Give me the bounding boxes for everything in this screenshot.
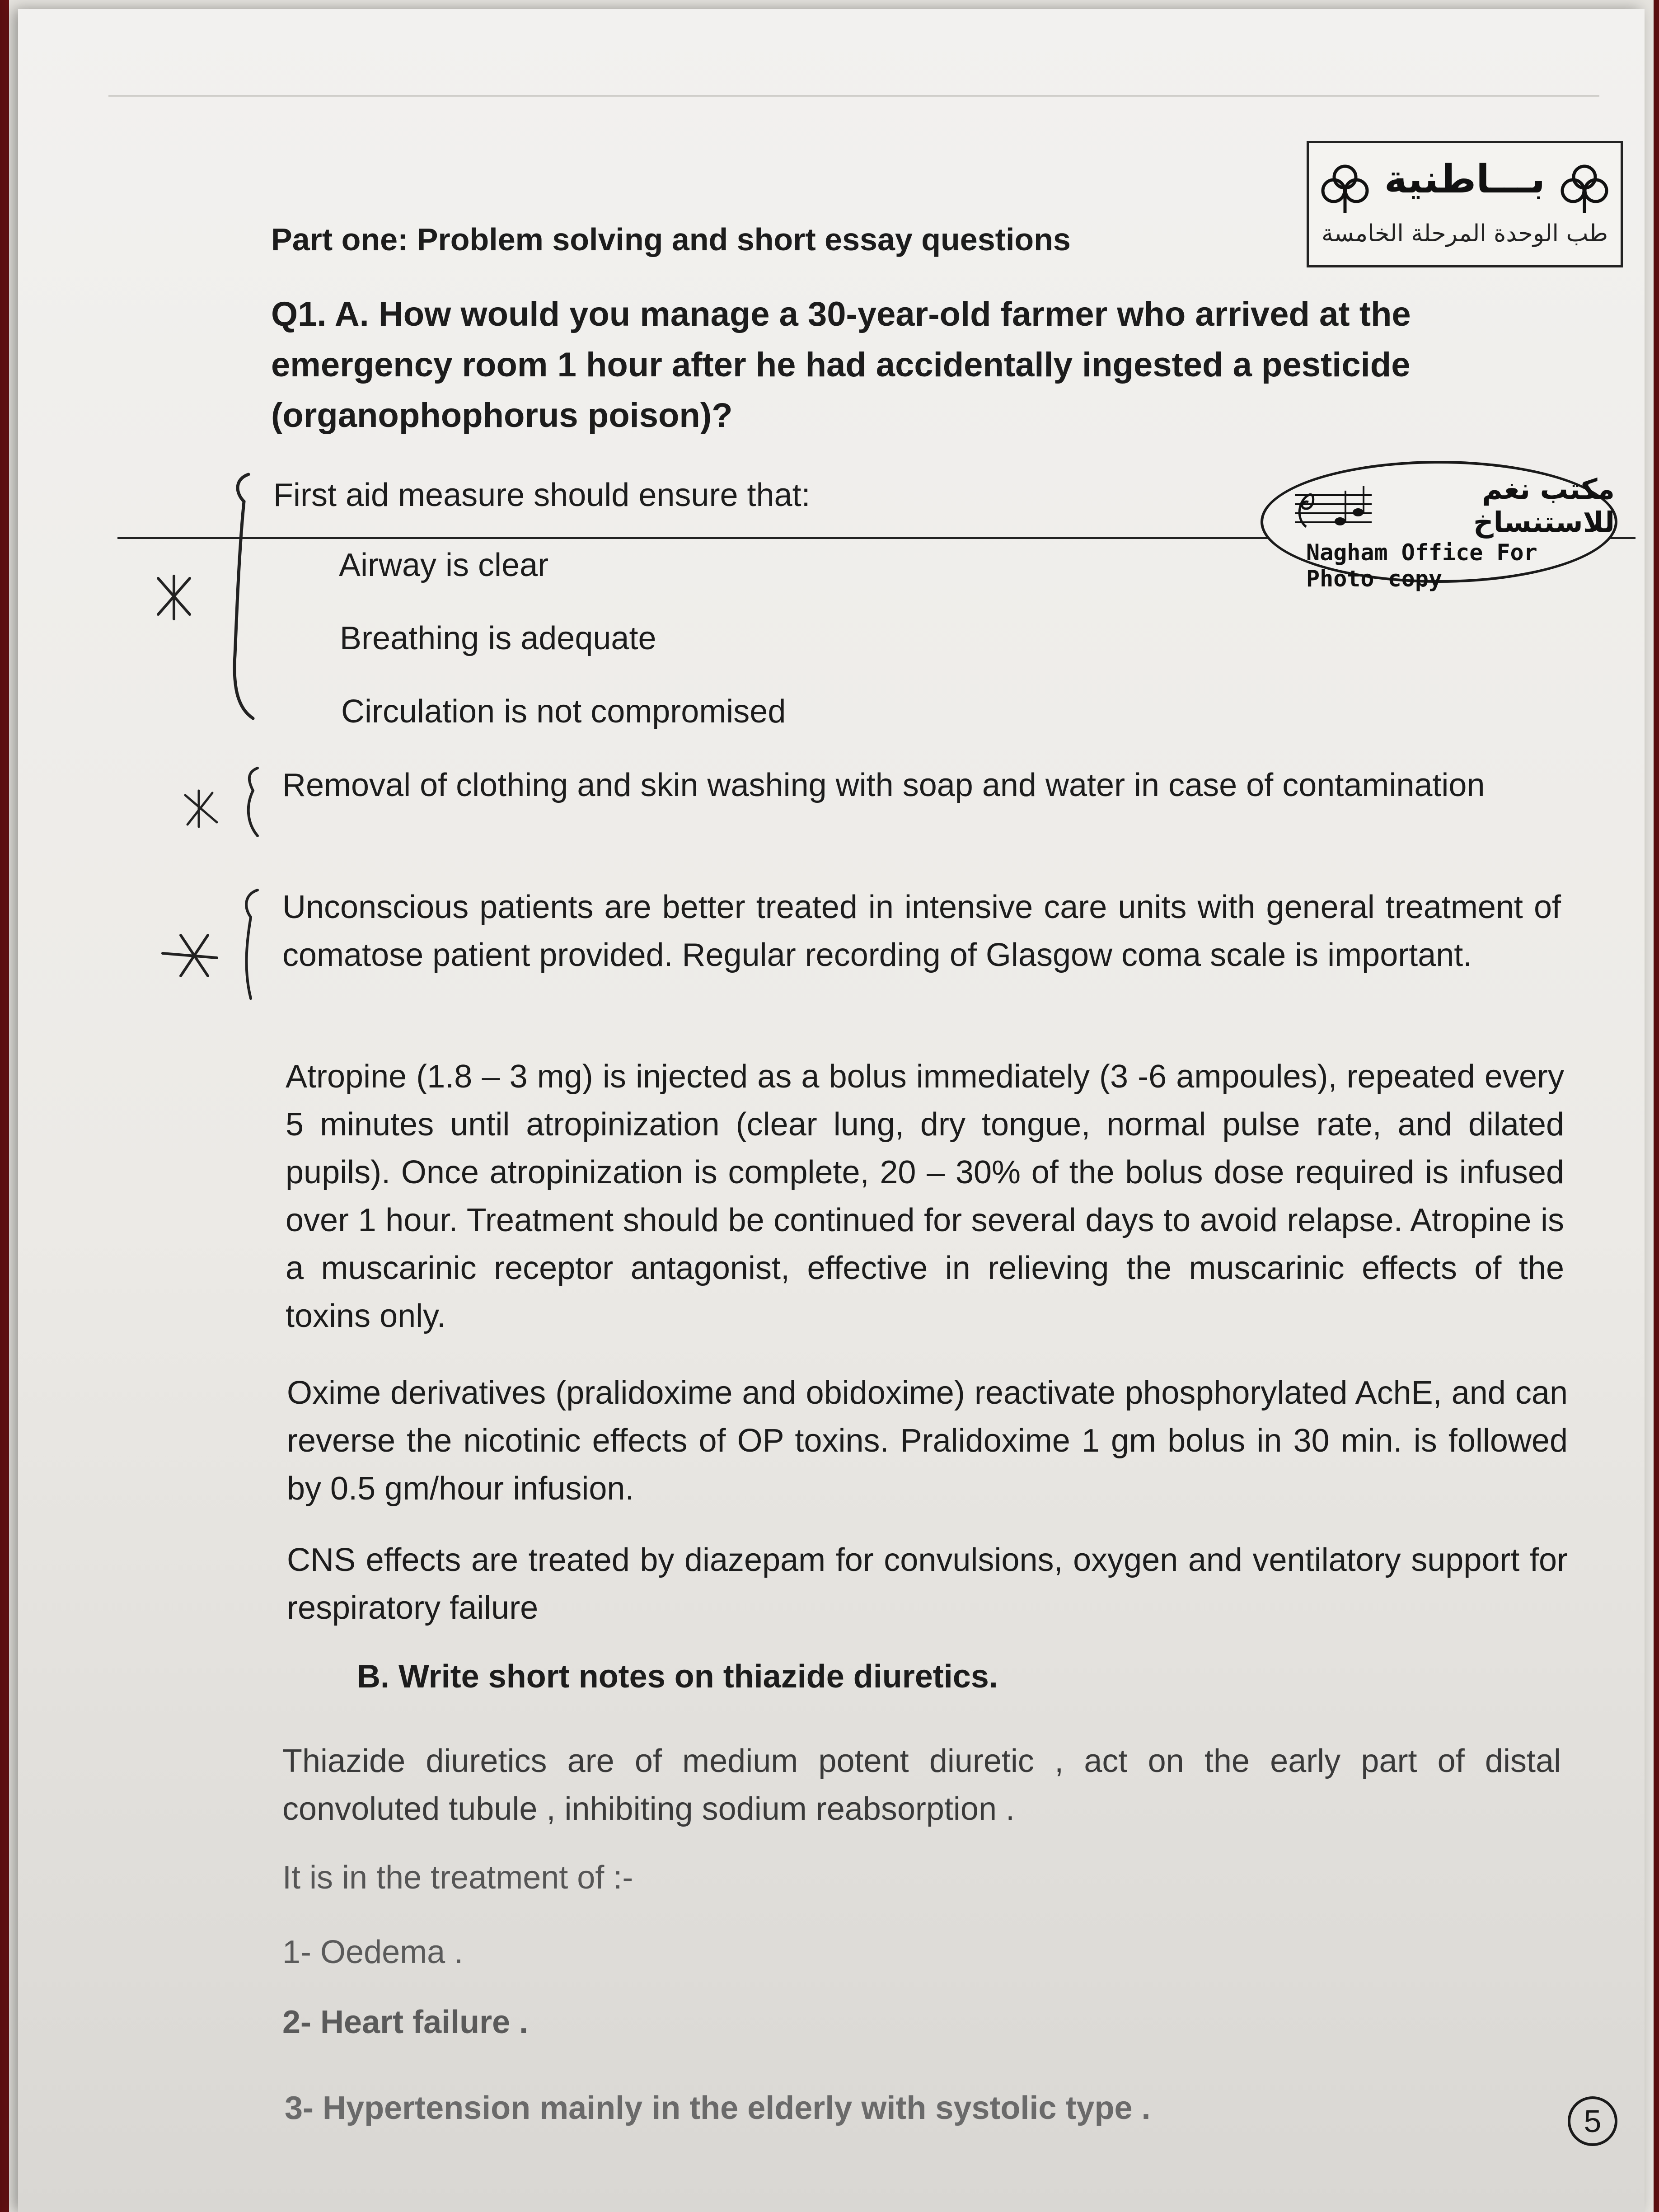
- shop-subtitle: طب الوحدة المرحلة الخامسة: [1322, 220, 1608, 247]
- oxime-paragraph: Oxime derivatives (pralidoxime and obidoxime) reactivate phosphorylated AchE, and can reverse the nicotinic effects of OP toxins. Pralidoxime 1 gm bolus in 30 min. is followed by 0.5 gm/hour infusion.: [287, 1375, 1568, 1507]
- first-aid-intro: First aid measure should ensure that:: [273, 477, 811, 513]
- use-item-3: 3- Hypertension mainly in the elderly with systolic type .: [285, 2090, 1151, 2126]
- music-staff-icon: [1290, 482, 1376, 536]
- part-title: Part one: Problem solving and short essay questions: [271, 222, 1071, 257]
- question-b-title: B. Write short notes on thiazide diuretics.: [357, 1659, 998, 1695]
- handwritten-bracket-mark: [167, 759, 276, 849]
- airway-item: Airway is clear: [339, 547, 549, 583]
- office-name-english: Nagham Office For Photo copy: [1306, 539, 1537, 592]
- circulation-item: Circulation is not compromised: [341, 694, 786, 730]
- office-name-arabic: مكتب نغم للاستنساخ: [1473, 473, 1615, 539]
- uses-intro: It is in the treatment of :-: [282, 1860, 633, 1896]
- question-q1a: Q1. A. How would you manage a 30-year-old farmer who arrived at the emergency room 1 hour after he had accidentally ingested a pesticide (organophophorus poison)?: [271, 295, 1411, 435]
- thiazide-intro-paragraph: Thiazide diuretics are of medium potent diuretic , act on the early part of distal convoluted tubule , inhibiting sodium reabsorption .: [282, 1743, 1561, 1827]
- removal-clothing-paragraph: Removal of clothing and skin washing with soap and water in case of contamination: [282, 767, 1485, 803]
- unconscious-paragraph: Unconscious patients are better treated in intensive care units with general treatment of comatose patient provided. Regular recording of Glasgow coma scale is important.: [282, 889, 1561, 973]
- page-number: 5: [1568, 2096, 1617, 2146]
- faint-rule: [108, 95, 1599, 97]
- shop-name: بـــاطنية: [1384, 157, 1546, 202]
- handwritten-bracket-mark: [154, 881, 271, 1017]
- handwritten-bracket-mark: [136, 465, 262, 736]
- atropine-paragraph: Atropine (1.8 – 3 mg) is injected as a bolus immediately (3 -6 ampoules), repeated every 5 minutes until atropinization (clear lung, dry tongue, normal pulse rate, and dilated pupils). Once atropinization is complete, 20 – 30% of the bolus dose required is infused over 1 hour. Treatment should be continued for several days to avoid relapse. Atropine is a muscarinic receptor antagonist, effective in relieving the muscarinic effects of the toxins only.: [286, 1059, 1564, 1334]
- photocopy-office-stamp: [1261, 461, 1617, 592]
- shop-stamp: [1307, 141, 1623, 267]
- breathing-item: Breathing is adequate: [340, 620, 656, 656]
- cns-paragraph: CNS effects are treated by diazepam for convulsions, oxygen and ventilatory support for respiratory failure: [287, 1542, 1568, 1626]
- use-item-2: 2- Heart failure .: [282, 2004, 529, 2040]
- use-item-1: 1- Oedema .: [282, 1934, 464, 1970]
